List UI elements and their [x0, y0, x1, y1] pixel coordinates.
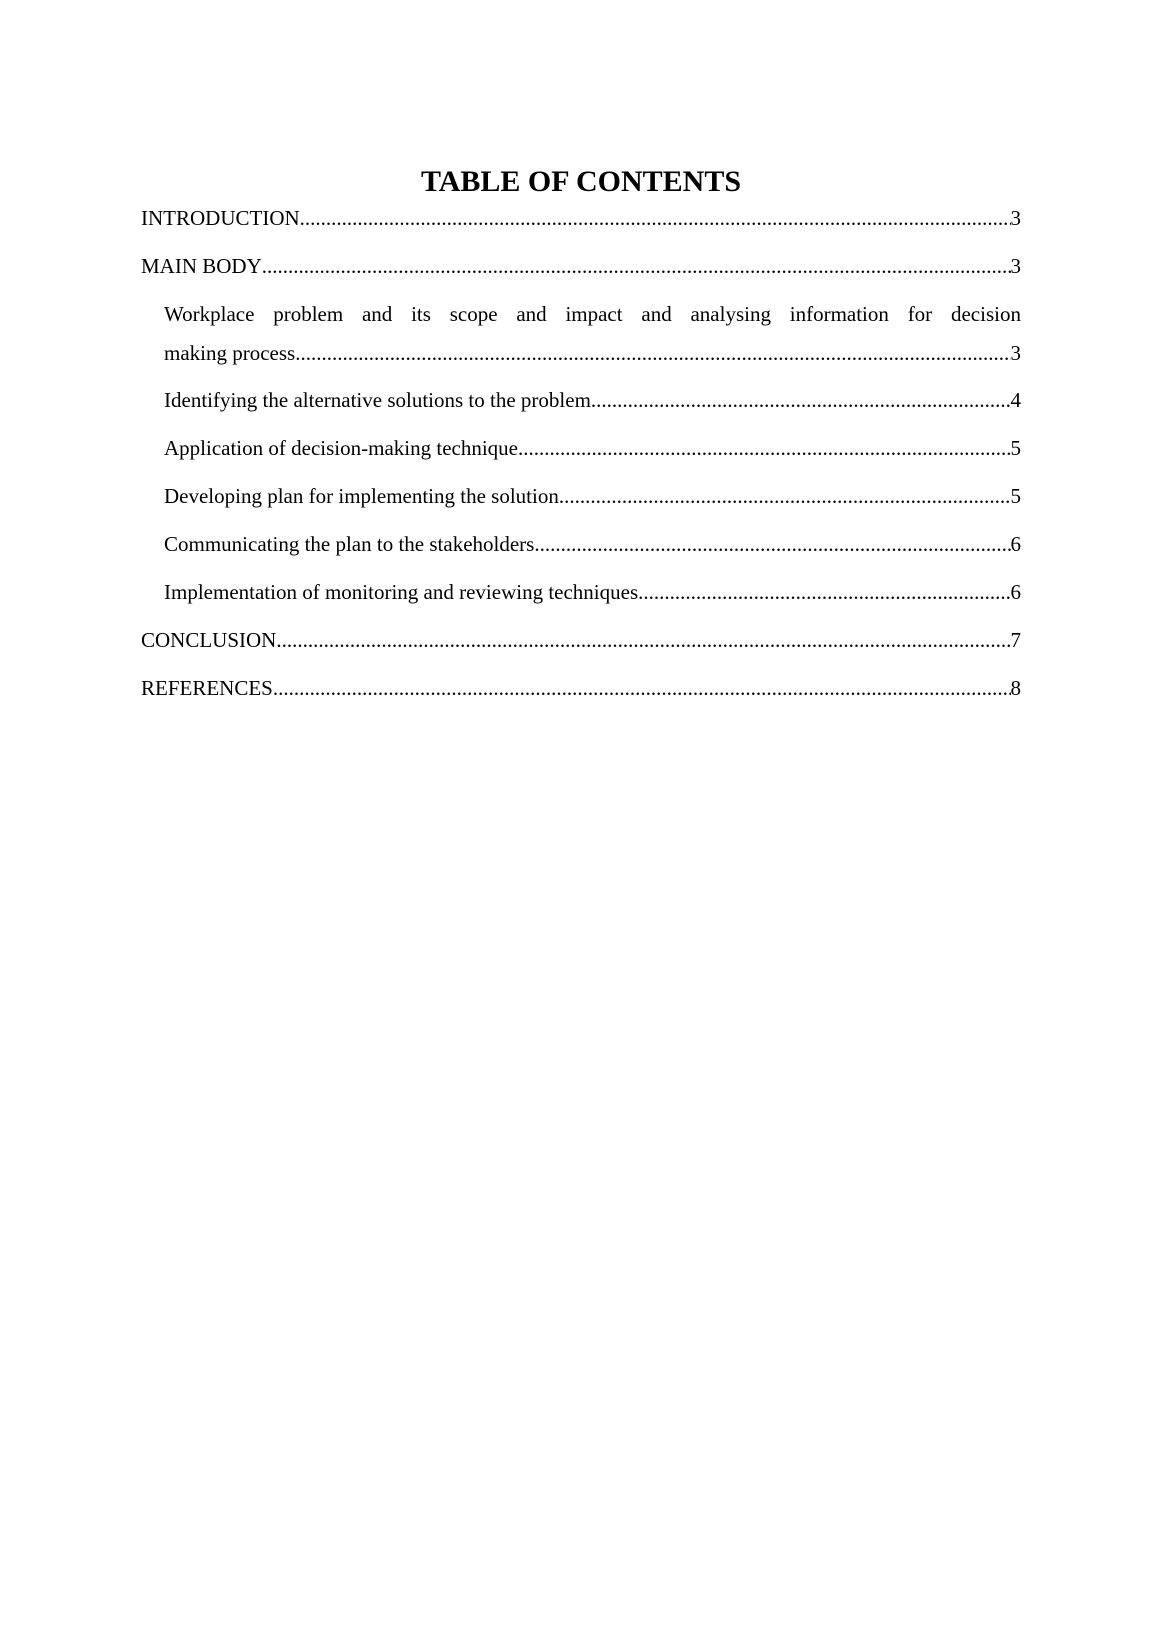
toc-entry-label: Implementation of monitoring and reviewing techniques — [164, 580, 639, 604]
toc-entry-workplace-problem[interactable] — [164, 300, 1021, 367]
dot-leader — [300, 204, 1011, 232]
dot-leader — [534, 530, 1010, 558]
dot-leader — [295, 339, 1010, 367]
toc-word: analysing — [690, 302, 771, 326]
toc-entry-implementation-plan[interactable] — [164, 482, 1021, 510]
dot-leader — [591, 386, 1011, 414]
dot-leader — [273, 674, 1011, 702]
toc-title: TABLE OF CONTENTS — [420, 165, 742, 198]
toc-word: and — [361, 302, 393, 326]
dot-leader — [638, 578, 1010, 606]
toc-word: and — [516, 302, 547, 326]
toc-entry-monitoring-reviewing[interactable] — [164, 578, 1021, 606]
dot-leader — [262, 252, 1011, 280]
dot-leader — [276, 626, 1010, 654]
toc-entry-label: Application of decision-making technique — [164, 436, 518, 460]
toc-word: for — [907, 302, 933, 326]
toc-page-number: 4 — [1010, 388, 1021, 412]
toc-entry-label: MAIN BODY — [141, 254, 262, 278]
toc-entry-introduction[interactable] — [141, 204, 1021, 232]
toc-word: Workplace — [164, 302, 255, 326]
toc-entry-label: CONCLUSION — [141, 628, 277, 652]
toc-page-number: 3 — [1010, 206, 1021, 230]
toc-page-number: 5 — [1010, 484, 1021, 508]
toc-page-number: 3 — [1010, 341, 1021, 365]
toc-word: impact — [565, 302, 623, 326]
toc-entry-label: Identifying the alternative solutions to the problem — [164, 388, 591, 412]
toc-entry-communicating-plan[interactable] — [164, 530, 1021, 558]
toc-entry-decision-making-technique[interactable] — [164, 434, 1021, 462]
toc-word: and — [641, 302, 672, 326]
toc-word: scope — [449, 302, 498, 326]
dot-leader — [518, 434, 1011, 462]
toc-entry-label: Communicating the plan to the stakeholders — [164, 532, 535, 556]
toc-word: decision — [950, 302, 1021, 326]
toc-entry-references[interactable] — [141, 674, 1021, 702]
toc-page-number: 6 — [1010, 580, 1021, 604]
toc-entry-alternative-solutions[interactable] — [164, 386, 1021, 414]
dot-leader — [559, 482, 1011, 510]
toc-page-number: 7 — [1010, 628, 1021, 652]
toc-entry-label-line2: making process — [164, 341, 296, 365]
toc-page-number: 5 — [1010, 436, 1021, 460]
toc-word: information — [789, 302, 889, 326]
toc-page-number: 8 — [1010, 676, 1021, 700]
toc-entry-main-body[interactable] — [141, 252, 1021, 280]
toc-page-number: 3 — [1010, 254, 1021, 278]
toc-word: problem — [273, 302, 344, 326]
toc-entry-conclusion[interactable] — [141, 626, 1021, 654]
toc-page-number: 6 — [1010, 532, 1021, 556]
toc-entry-label: Developing plan for implementing the solution — [164, 484, 559, 508]
toc-entry-label-line1 — [164, 300, 1021, 328]
toc-entry-label: REFERENCES — [141, 676, 273, 700]
toc-entry-label: INTRODUCTION — [141, 206, 300, 230]
toc-word: its — [411, 302, 431, 326]
